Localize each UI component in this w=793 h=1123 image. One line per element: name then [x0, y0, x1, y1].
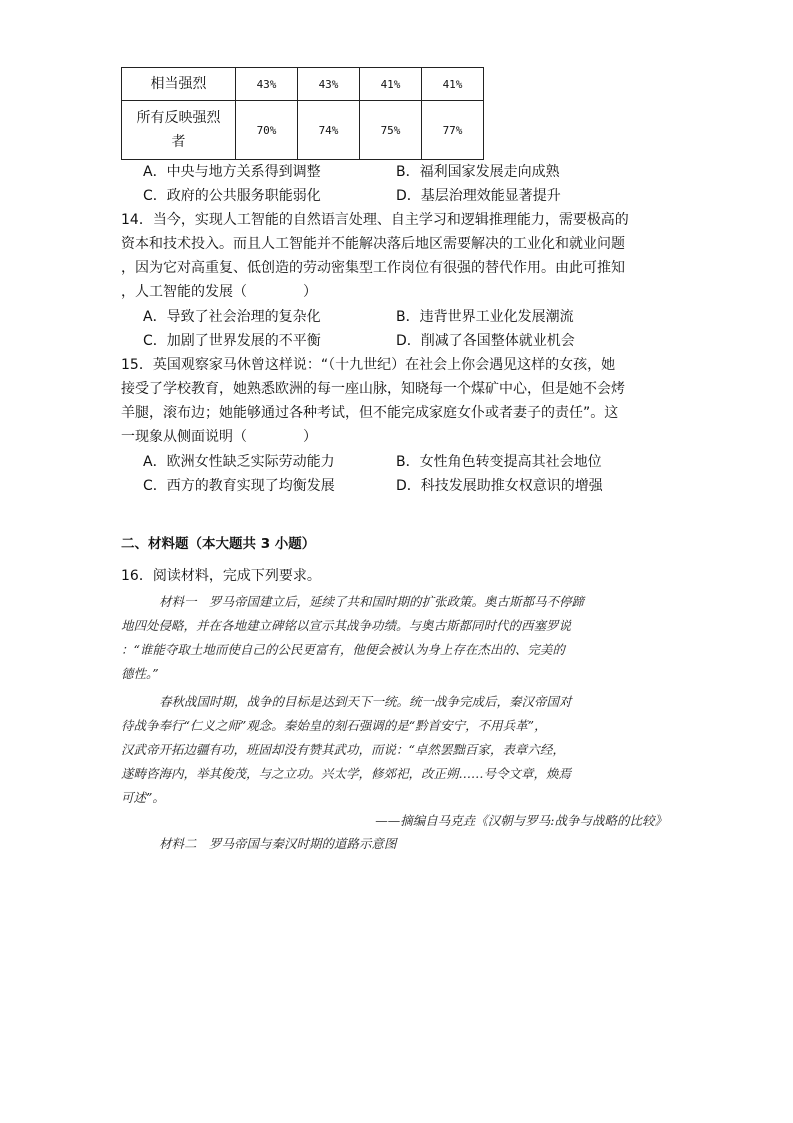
q15-option-d[interactable]: D．科技发展助推女权意识的增强: [396, 478, 603, 494]
material-one-line: ：“谁能夺取土地而使自己的公民更富有，他便会被认为身上存在杰出的、完美的: [121, 642, 565, 657]
q14-option-c[interactable]: C．加剧了世界发展的不平衡: [143, 333, 321, 349]
material-one-line: 材料一 罗马帝国建立后，延续了共和国时期的扩张政策。奥古斯都马不停蹄: [159, 594, 585, 609]
material-one-b-line: 可述”。: [121, 790, 165, 805]
q13-option-c[interactable]: C．政府的公共服务职能弱化: [143, 188, 321, 204]
table-cell: 75%: [360, 101, 422, 160]
material-source: ——摘编自马克垚《汉朝与罗马:战争与战略的比较》: [375, 813, 667, 828]
q15-stem-line: 15．英国观察家马休曾这样说：“（十九世纪）在社会上你会遇见这样的女孩，她: [121, 357, 616, 373]
q15-option-c[interactable]: C．西方的教育实现了均衡发展: [143, 478, 335, 494]
table-cell: 77%: [422, 101, 484, 160]
material-one-b-line: 春秋战国时期，战争的目标是达到天下一统。统一战争完成后，秦汉帝国对: [159, 694, 572, 709]
q14-option-b[interactable]: B．违背世界工业化发展潮流: [396, 309, 574, 325]
q14-option-d[interactable]: D．削减了各国整体就业机会: [396, 333, 575, 349]
q15-stem-line: 一现象从侧面说明（ ）: [121, 429, 317, 445]
table-cell: 43%: [236, 68, 298, 101]
q14-stem-line: ，因为它对高重复、低创造的劳动密集型工作岗位有很强的替代作用。由此可推知: [121, 260, 625, 276]
material-one-line: 地四处侵略，并在各地建立碑铭以宣示其战争功绩。与奥古斯都同时代的西塞罗说: [121, 618, 572, 633]
table-row: [122, 101, 484, 160]
section-heading: 二、材料题（本大题共 3 小题）: [121, 536, 316, 552]
material-one-b-line: 待战争奉行“仁义之师”观念。秦始皇的刻石强调的是“黔首安宁，不用兵革”，: [121, 718, 547, 733]
q15-stem-line: 羊腿，滚布边；她能够通过各种考试，但不能完成家庭女仆或者妻子的责任”。这: [121, 405, 619, 421]
q14-stem-line: 资本和技术投入。而且人工智能并不能解决落后地区需要解决的工业化和就业问题: [121, 236, 625, 252]
table-cell: 74%: [298, 101, 360, 160]
q16-intro: 16．阅读材料，完成下列要求。: [121, 568, 321, 584]
material-one-b-line: 汉武帝开拓边疆有功，班固却没有赞其武功，而说：“卓然罢黜百家，表章六经，: [121, 742, 565, 757]
material-one-line: 德性。”: [121, 666, 159, 681]
table-cell: 41%: [422, 68, 484, 101]
row-label: 相当强烈: [122, 68, 236, 101]
row-label-line: 所有反映强烈: [136, 110, 221, 126]
survey-table: [121, 67, 484, 160]
q15-stem-line: 接受了学校教育，她熟悉欧洲的每一座山脉，知晓每一个煤矿中心，但是她不会烤: [121, 381, 625, 397]
q13-option-d[interactable]: D．基层治理效能显著提升: [396, 188, 561, 204]
table-cell: 43%: [298, 68, 360, 101]
q14-option-a[interactable]: A．导致了社会治理的复杂化: [143, 309, 321, 325]
table-cell: 41%: [360, 68, 422, 101]
row-label-line: 者: [171, 134, 186, 150]
q15-option-a[interactable]: A．欧洲女性缺乏实际劳动能力: [143, 454, 335, 470]
material-one-b-line: 遂畴咨海内，举其俊茂，与之立功。兴太学，修郊祀，改正朔……号令文章，焕焉: [121, 766, 572, 781]
table-row: [122, 68, 484, 101]
table-cell: 70%: [236, 101, 298, 160]
q14-stem-line: ，人工智能的发展（ ）: [121, 284, 317, 300]
q15-option-b[interactable]: B．女性角色转变提高其社会地位: [396, 454, 602, 470]
q13-option-b[interactable]: B．福利国家发展走向成熟: [396, 164, 560, 180]
q13-option-a[interactable]: A．中央与地方关系得到调整: [143, 164, 321, 180]
row-label: [122, 101, 236, 160]
material-two-title: 材料二 罗马帝国与秦汉时期的道路示意图: [159, 836, 397, 851]
q14-stem-line: 14．当今，实现人工智能的自然语言处理、自主学习和逻辑推理能力，需要极高的: [121, 212, 629, 228]
